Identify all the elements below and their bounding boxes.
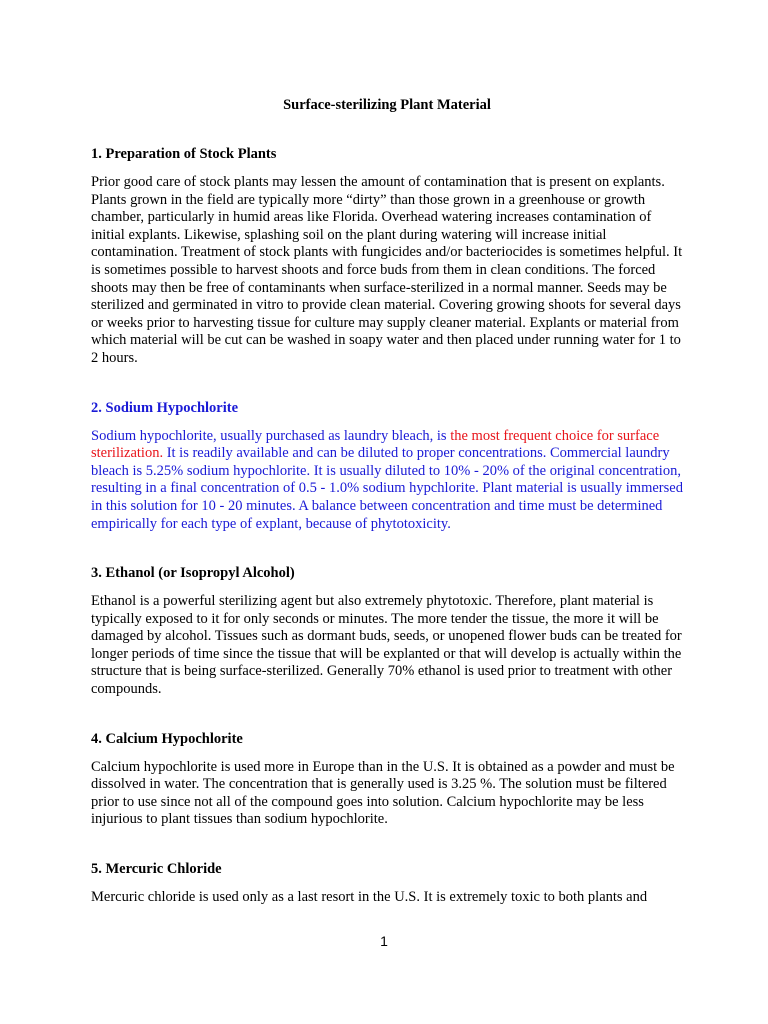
- section-calcium-hypochlorite: [91, 730, 683, 829]
- section-heading: 2. Sodium Hypochlorite: [91, 399, 239, 416]
- section-body: Prior good care of stock plants may lessen the amount of contamination that is present on explants. Plants grown in the field are typically more “dirty” than those grown in a greenhouse or growth chamber, particularly in humid areas like Florida. Overhead watering increases contamination of initial explants. Likewise, splashing soil on the plant during watering will increase initial contamination. Treatment of stock plants with fungicides and/or bacteriocides is sometimes helpful. It is sometimes possible to harvest shoots and force buds from them in clean conditions. The forced shoots may then be free of contaminants when surface-sterilized in a normal manner. Seeds may be sterilized and germinated in vitro to provide clean material. Covering growing shoots for several days or weeks prior to harvesting tissue for culture may supply cleaner material. Explants or material from which material will be cut can be washed in soapy water and then placed under running water for 1 to 2 hours.: [91, 174, 683, 366]
- section-body: [91, 428, 683, 534]
- section-body: Ethanol is a powerful sterilizing agent but also extremely phytotoxic. Therefore, plant material is typically exposed to it for only seconds or minutes. The more tender the tissue, the more it will be damaged by alcohol. Tissues such as dormant buds, seeds, or unopened flower buds can be treated for longer periods of time since the tissue that will be explanted or that will develop is actually within the structure that is being surface-sterilized. Generally 70% ethanol is used prior to treatment with other compounds.: [91, 593, 682, 698]
- highlighted-text: the most frequent choice for surface sterilization.: [91, 427, 660, 462]
- body-text: Sodium hypochlorite, usually purchased as laundry bleach, is: [91, 427, 451, 444]
- body-text: It is readily available and can be diluted to proper concentrations. Commercial laundry bleach is 5.25% sodium hypochlorite. It is usually diluted to 10% - 20% of the original concentration, resulting in a final concentration of 0.5 - 1.0% sodium hypchlorite. Plant material is usually immersed in this solution for 10 - 20 minutes. A balance between concentration and time must be determined empirically for each type of explant, because of phytotoxicity.: [91, 445, 683, 532]
- section-heading: 4. Calcium Hypochlorite: [91, 730, 243, 747]
- section-ethanol: [91, 564, 683, 699]
- document-content: [91, 96, 683, 938]
- section-body: Calcium hypochlorite is used more in Europe than in the U.S. It is obtained as a powder and must be dissolved in water. The concentration that is generally used is 3.25 %. The solution must be filtered prior to use since not all of the compound goes into solution. Calcium hypochlorite may be less injurious to plant tissues than sodium hypochlorite.: [91, 758, 675, 828]
- section-sodium-hypochlorite: [91, 399, 683, 534]
- section-heading: 5. Mercuric Chloride: [91, 861, 222, 878]
- section-heading: 3. Ethanol (or Isopropyl Alcohol): [91, 565, 295, 582]
- section-heading: 1. Preparation of Stock Plants: [91, 146, 277, 162]
- section-mercuric-chloride: [91, 860, 683, 907]
- section-body: Mercuric chloride is used only as a last resort in the U.S. It is extremely toxic to both plants and: [91, 889, 648, 906]
- section-stock-plants: [91, 145, 683, 368]
- page-number: 1: [380, 933, 388, 949]
- document-title: Surface-sterilizing Plant Material: [283, 97, 491, 113]
